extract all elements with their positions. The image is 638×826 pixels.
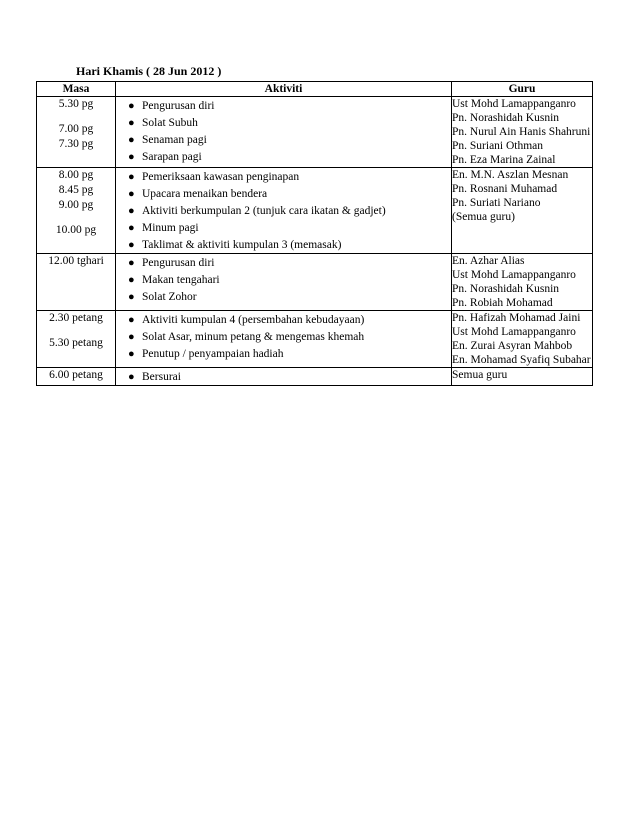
page-title: Hari Khamis ( 28 Jun 2012 )	[76, 64, 222, 78]
column-header-aktiviti: Aktiviti	[116, 82, 452, 97]
teacher-name: Pn. Eza Marina Zainal	[452, 154, 556, 166]
bullet-icon: ●	[128, 188, 135, 200]
list-item	[116, 311, 447, 328]
time-label: 8.45 pg	[58, 184, 94, 196]
list-item	[116, 168, 447, 185]
bullet-icon: ●	[128, 274, 135, 286]
guru-cell	[452, 368, 593, 386]
activity-text: Aktiviti berkumpulan 2 (tunjuk cara ikatan & gadjet)	[142, 205, 386, 217]
schedule-table	[36, 81, 593, 386]
time-label: 10.00 pg	[55, 224, 97, 236]
table-row	[37, 254, 593, 311]
bullet-icon: ●	[128, 371, 135, 383]
time-label: 5.30 pg	[58, 98, 94, 110]
teacher-name: Ust Mohd Lamappanganro	[452, 269, 576, 281]
bullet-icon: ●	[128, 331, 135, 343]
teacher-name: En. Zurai Asyran Mahbob	[452, 340, 573, 352]
teacher-name: Ust Mohd Lamappanganro	[452, 98, 576, 110]
guru-cell	[452, 311, 593, 368]
time-label: 12.00 tghari	[48, 255, 104, 267]
activity-text: Senaman pagi	[142, 134, 207, 146]
list-item	[116, 328, 447, 345]
activity-text: Aktiviti kumpulan 4 (persembahan kebudayaan)	[142, 314, 365, 326]
list-item	[116, 202, 447, 219]
list-item	[116, 114, 447, 131]
list-item	[116, 219, 447, 236]
guru-cell	[452, 97, 593, 168]
teacher-name: Pn. Nurul Ain Hanis Shahruni	[452, 126, 591, 138]
activity-text: Minum pagi	[142, 222, 199, 234]
bullet-icon: ●	[128, 151, 135, 163]
list-item	[116, 271, 447, 288]
list-item	[116, 254, 447, 271]
aktiviti-cell	[116, 368, 452, 386]
list-item	[116, 97, 447, 114]
time-label: 2.30 petang	[49, 312, 103, 324]
time-label: 9.00 pg	[58, 199, 94, 211]
bullet-icon: ●	[128, 348, 135, 360]
list-item	[116, 131, 447, 148]
activity-text: Makan tengahari	[142, 274, 220, 286]
teacher-name: Pn. Robiah Mohamad	[452, 297, 553, 309]
table-row	[37, 368, 593, 386]
time-label: 7.00 pg	[58, 123, 94, 135]
guru-cell	[452, 168, 593, 254]
bullet-icon: ●	[128, 239, 135, 251]
table-header-row	[37, 82, 593, 97]
activity-text: Sarapan pagi	[142, 151, 202, 163]
list-item	[116, 148, 447, 165]
bullet-icon: ●	[128, 100, 135, 112]
masa-cell	[37, 97, 116, 168]
teacher-name: Pn. Suriani Othman	[452, 140, 544, 152]
activity-text: Pengurusan diri	[142, 100, 215, 112]
list-item	[116, 368, 447, 385]
activity-text: Taklimat & aktiviti kumpulan 3 (memasak)	[142, 239, 342, 251]
masa-cell	[37, 311, 116, 368]
time-label: 8.00 pg	[58, 169, 94, 181]
aktiviti-cell	[116, 311, 452, 368]
column-header-masa: Masa	[37, 82, 116, 97]
activity-text: Upacara menaikan bendera	[142, 188, 268, 200]
bullet-icon: ●	[128, 291, 135, 303]
list-item	[116, 288, 447, 305]
masa-cell	[37, 254, 116, 311]
table-row	[37, 97, 593, 168]
bullet-icon: ●	[128, 117, 135, 129]
aktiviti-cell	[116, 97, 452, 168]
table-row	[37, 311, 593, 368]
aktiviti-cell	[116, 168, 452, 254]
bullet-icon: ●	[128, 222, 135, 234]
bullet-icon: ●	[128, 171, 135, 183]
teacher-name: Pn. Suriati Nariano	[452, 197, 541, 209]
activity-text: Solat Asar, minum petang & mengemas khemah	[142, 331, 365, 343]
teacher-name: Ust Mohd Lamappanganro	[452, 326, 576, 338]
activity-text: Solat Zohor	[142, 291, 197, 303]
bullet-icon: ●	[128, 205, 135, 217]
teacher-name: Semua guru	[452, 369, 508, 381]
list-item	[116, 345, 447, 362]
teacher-name: Pn. Norashidah Kusnin	[452, 112, 560, 124]
teacher-name: Pn. Norashidah Kusnin	[452, 283, 560, 295]
masa-cell	[37, 368, 116, 386]
bullet-icon: ●	[128, 257, 135, 269]
aktiviti-cell	[116, 254, 452, 311]
teacher-name: (Semua guru)	[452, 211, 515, 223]
masa-cell	[37, 168, 116, 254]
time-label: 5.30 petang	[49, 337, 103, 349]
activity-text: Pemeriksaan kawasan penginapan	[142, 171, 300, 183]
bullet-icon: ●	[128, 134, 135, 146]
teacher-name: Pn. Hafizah Mohamad Jaini	[452, 312, 581, 324]
teacher-name: En. Mohamad Syafiq Subahar	[452, 354, 591, 366]
column-header-guru: Guru	[452, 82, 593, 97]
activity-text: Pengurusan diri	[142, 257, 215, 269]
list-item	[116, 236, 447, 253]
teacher-name: En. Azhar Alias	[452, 255, 525, 267]
teacher-name: Pn. Rosnani Muhamad	[452, 183, 558, 195]
teacher-name: En. M.N. Aszlan Mesnan	[452, 169, 569, 181]
time-label: 7.30 pg	[58, 138, 94, 150]
guru-cell	[452, 254, 593, 311]
list-item	[116, 185, 447, 202]
activity-text: Penutup / penyampaian hadiah	[142, 348, 284, 360]
table-row	[37, 168, 593, 254]
bullet-icon: ●	[128, 314, 135, 326]
activity-text: Solat Subuh	[142, 117, 198, 129]
activity-text: Bersurai	[142, 371, 181, 383]
time-label: 6.00 petang	[49, 369, 103, 381]
